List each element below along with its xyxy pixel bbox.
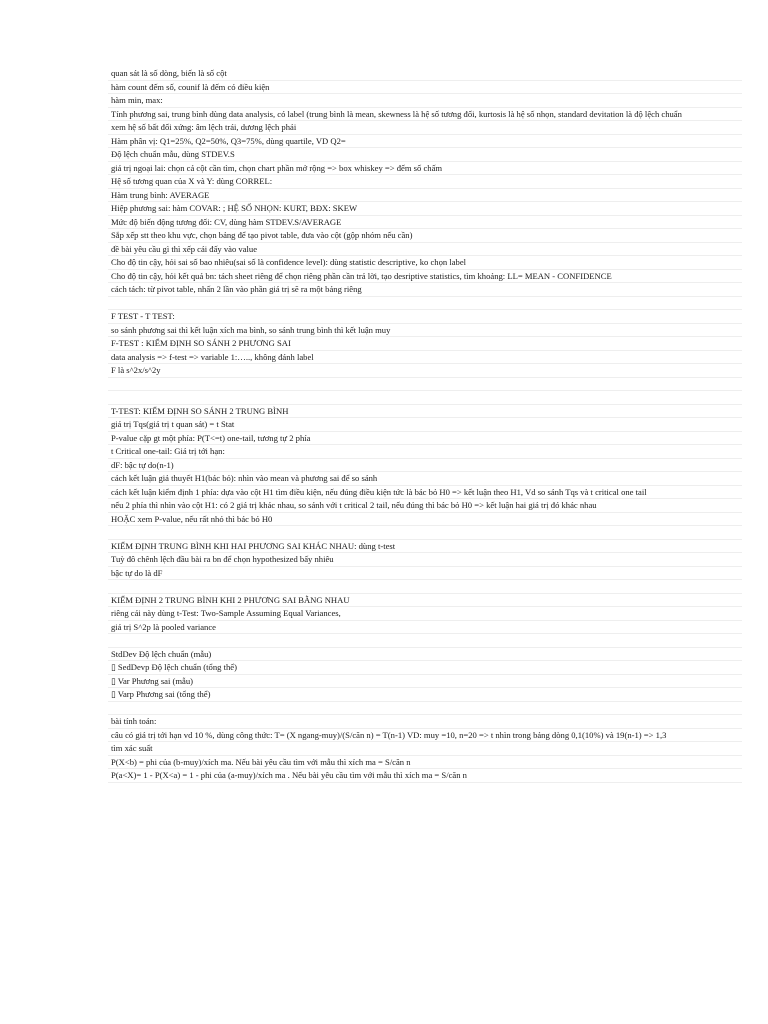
note-row	[108, 526, 742, 540]
note-row: P(X<b) = phi của (b-muy)/xích ma. Nếu bài yêu cầu tìm với mẫu thì xích ma = S/căn n	[108, 756, 742, 770]
note-row: giá trị S^2p là pooled variance	[108, 621, 742, 635]
note-row	[108, 391, 742, 405]
note-row: so sánh phương sai thì kết luận xích ma bình, so sánh trung bình thì kết luận muy	[108, 324, 742, 338]
note-row: KIỂM ĐỊNH 2 TRUNG BÌNH KHI 2 PHƯƠNG SAI BẰNG NHAU	[108, 594, 742, 608]
note-row: data analysis => f-test => variable 1:….., không đánh label	[108, 351, 742, 365]
note-row: bậc tự do là dF	[108, 567, 742, 581]
note-row: dF: bậc tự do(n-1)	[108, 459, 742, 473]
note-row: Độ lệch chuẩn mẫu, dùng STDEV.S	[108, 148, 742, 162]
note-row: Hệ số tương quan của X và Y: dùng CORREL:	[108, 175, 742, 189]
note-row: cách tách: từ pivot table, nhấn 2 lần vào phần giá trị sẽ ra một bảng riêng	[108, 283, 742, 297]
note-row: đề bài yêu cầu gì thì xếp cái đấy vào value	[108, 243, 742, 257]
note-row: t Critical one-tail: Giá trị tới hạn:	[108, 445, 742, 459]
note-row: tìm xác suất	[108, 742, 742, 756]
note-row: Mức độ biến động tương đối: CV, dùng hàm STDEV.S/AVERAGE	[108, 216, 742, 230]
note-row: Hiệp phương sai: hàm COVAR: ; HỆ SỐ NHỌN: KURT, BĐX: SKEW	[108, 202, 742, 216]
note-row: ▯ Var Phương sai (mẫu)	[108, 675, 742, 689]
note-row: giá trị Tqs(giá trị t quan sát) = t Stat	[108, 418, 742, 432]
note-row: cách kết luận kiểm định 1 phía: dựa vào cột H1 tìm điều kiện, nếu đúng điều kiện tức là bác bỏ H0 => kết luận theo H1, Vd so sánh Tqs và t critical one tail	[108, 486, 742, 500]
note-row: hàm min, max:	[108, 94, 742, 108]
spreadsheet-notes	[108, 67, 742, 783]
note-row: Tuỳ đô chênh lệch đầu bài ra bn để chọn hypothesized bấy nhiêu	[108, 553, 742, 567]
note-row: Tính phương sai, trung bình dùng data analysis, có label (trung bình là mean, skewness là hệ số tương đối, kurtosis là hệ số nhọn, standard devitation là độ lệch chuẩn	[108, 108, 742, 122]
note-row: xem hệ số bất đối xứng: âm lệch trái, dương lệch phải	[108, 121, 742, 135]
note-row: P-value cặp gt một phía: P(T<=t) one-tail, tương tự 2 phía	[108, 432, 742, 446]
note-row: Cho độ tin cậy, hỏi sai số bao nhiêu(sai số là confidence level): dùng statistic descriptive, ko chọn label	[108, 256, 742, 270]
note-row: Hàm trung bình: AVERAGE	[108, 189, 742, 203]
note-row: Hàm phân vị: Q1=25%, Q2=50%, Q3=75%, dùng quartile, VD Q2=	[108, 135, 742, 149]
note-row: KIỂM ĐỊNH TRUNG BÌNH KHI HAI PHƯƠNG SAI KHÁC NHAU: dùng t-test	[108, 540, 742, 554]
note-row: riêng cái này dùng t-Test: Two-Sample Assuming Equal Variances,	[108, 607, 742, 621]
note-row	[108, 634, 742, 648]
note-row	[108, 580, 742, 594]
note-row: Cho độ tin cậy, hỏi kết quả bn: tách sheet riêng để chọn riêng phần cần trả lời, tạo desriptive statistics, tìm khoảng: LL= MEAN - CONFIDENCE	[108, 270, 742, 284]
note-row: giá trị ngoại lai: chọn cả cột cần tìm, chọn chart phần mở rộng => box whiskey => đếm số chấm	[108, 162, 742, 176]
note-row: ▯ Varp Phương sai (tổng thể)	[108, 688, 742, 702]
note-row: P(a<X)= 1 - P(X<a) = 1 - phi của (a-muy)/xích ma . Nếu bài yêu cầu tìm với mẫu thì xích ma = S/căn n	[108, 769, 742, 783]
note-row: hàm count đếm số, counif là đếm có điều kiện	[108, 81, 742, 95]
note-row: bài tính toán:	[108, 715, 742, 729]
note-row: quan sát là số dòng, biến là số cột	[108, 67, 742, 81]
note-row: HOẶC xem P-value, nếu rất nhỏ thì bác bỏ H0	[108, 513, 742, 527]
note-row: nếu 2 phía thì nhìn vào cột H1: có 2 giá trị khác nhau, so sánh với t critical 2 tail, nếu đúng thì bác bỏ H0 => kết luận hai giá trị đó khác nhau	[108, 499, 742, 513]
note-row: Sắp xếp stt theo khu vực, chọn bảng để tạo pivot table, đưa vào cột (gộp nhóm nếu cần)	[108, 229, 742, 243]
note-row: StdDev Độ lệch chuẩn (mẫu)	[108, 648, 742, 662]
note-row: câu có giá trị tới hạn vd 10 %, dùng công thức: T= (X ngang-muy)/(S/căn n) = T(n-1) VD: muy =10, n=20 => t nhìn trong bảng dòng 0,1(10%) và 19(n-1) => 1,3	[108, 729, 742, 743]
note-row: T-TEST: KIỂM ĐỊNH SO SÁNH 2 TRUNG BÌNH	[108, 405, 742, 419]
note-row	[108, 297, 742, 311]
note-row: F là s^2x/s^2y	[108, 364, 742, 378]
note-row	[108, 378, 742, 392]
note-row: F TEST - T TEST:	[108, 310, 742, 324]
note-row	[108, 702, 742, 716]
note-row: cách kết luận giả thuyết H1(bác bỏ): nhìn vào mean và phương sai để so sánh	[108, 472, 742, 486]
note-row: F-TEST : KIỂM ĐỊNH SO SÁNH 2 PHƯƠNG SAI	[108, 337, 742, 351]
note-row: ▯ SedDevp Độ lệch chuẩn (tổng thể)	[108, 661, 742, 675]
